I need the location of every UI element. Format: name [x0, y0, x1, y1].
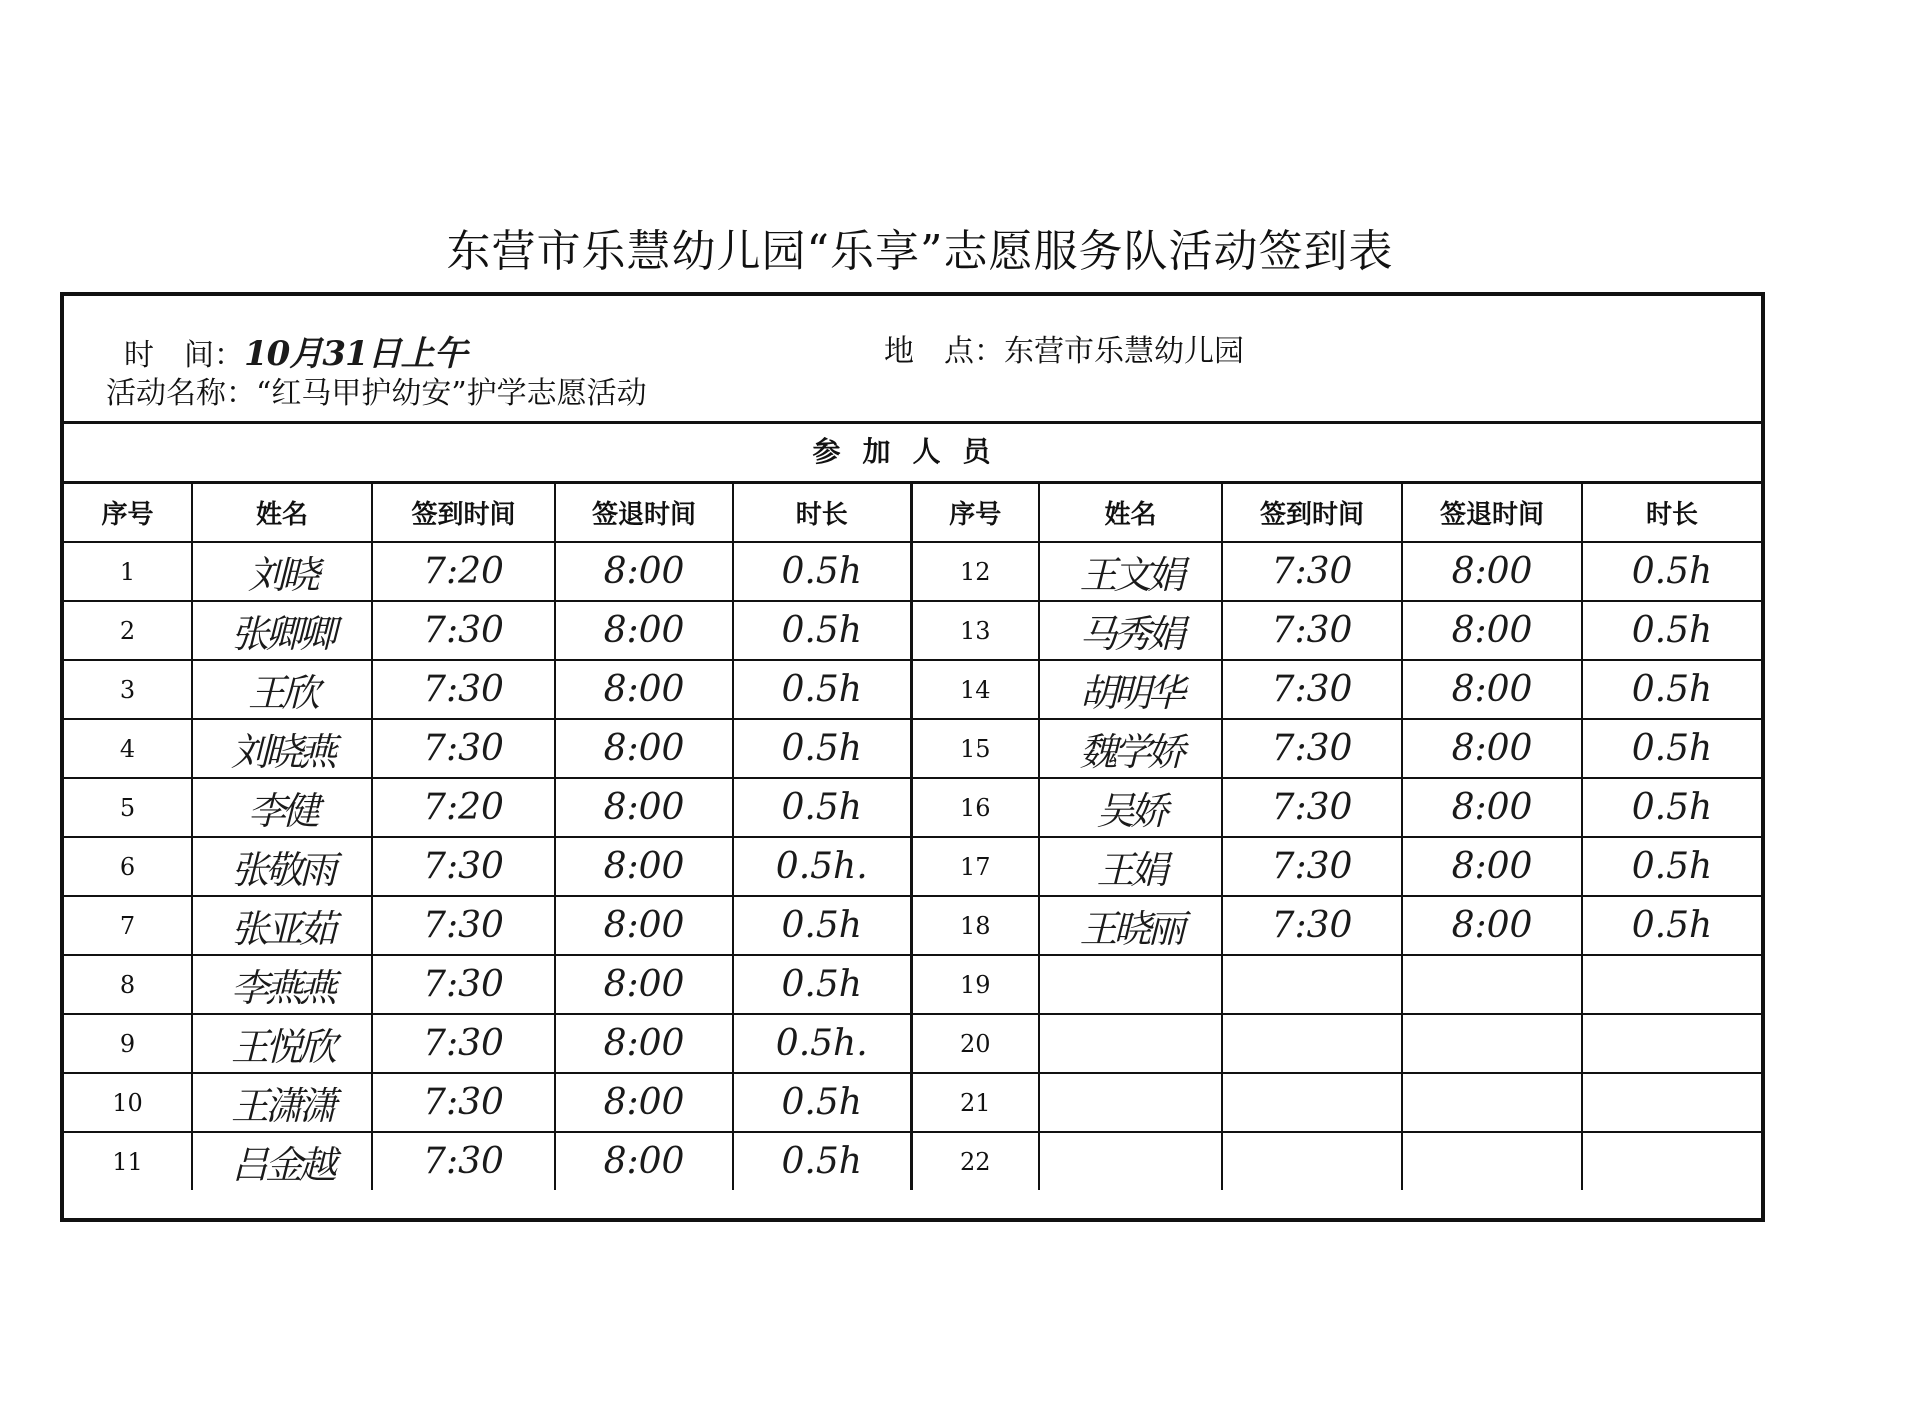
- activity-value: “红马甲护幼安”护学志愿活动: [256, 376, 647, 411]
- activity-info: [64, 296, 1761, 424]
- cell-sign-out-time: 8:00: [555, 1073, 733, 1132]
- table-row: [64, 896, 1761, 955]
- time-label: 时 间：: [124, 338, 244, 373]
- cell-duration: 0.5h.: [733, 1014, 911, 1073]
- table-row: [64, 542, 1761, 601]
- cell-seq: 22: [911, 1132, 1039, 1190]
- cell-sign-out-time: 8:00: [1402, 542, 1582, 601]
- cell-sign-in-time: 7:30: [372, 660, 555, 719]
- cell-seq: 4: [64, 719, 192, 778]
- table-row: [64, 1014, 1761, 1073]
- cell-sign-in-time: 7:20: [372, 542, 555, 601]
- cell-sign-out-time: 8:00: [555, 601, 733, 660]
- col-header-duration: 时长: [1582, 484, 1761, 542]
- participants-heading: 参加人员: [64, 424, 1761, 484]
- cell-seq: 20: [911, 1014, 1039, 1073]
- cell-name: 吴娇: [1039, 778, 1222, 837]
- cell-name: 魏学娇: [1039, 719, 1222, 778]
- cell-sign-out-time: [1402, 1132, 1582, 1190]
- col-header-sign-in: 签到时间: [1222, 484, 1402, 542]
- table-row: [64, 601, 1761, 660]
- cell-seq: 12: [911, 542, 1039, 601]
- cell-sign-in-time: 7:30: [1222, 778, 1402, 837]
- col-header-sign-out: 签退时间: [1402, 484, 1582, 542]
- place-label: 地 点：: [884, 334, 1004, 369]
- cell-duration: 0.5h: [733, 601, 911, 660]
- cell-duration: 0.5h.: [733, 837, 911, 896]
- cell-name: 胡明华: [1039, 660, 1222, 719]
- cell-sign-out-time: 8:00: [555, 1014, 733, 1073]
- cell-seq: 14: [911, 660, 1039, 719]
- cell-duration: 0.5h: [733, 660, 911, 719]
- cell-seq: 18: [911, 896, 1039, 955]
- cell-seq: 9: [64, 1014, 192, 1073]
- cell-seq: 2: [64, 601, 192, 660]
- cell-seq: 3: [64, 660, 192, 719]
- col-header-duration: 时长: [733, 484, 911, 542]
- table-row: [64, 1073, 1761, 1132]
- cell-sign-in-time: 7:30: [372, 1073, 555, 1132]
- cell-sign-in-time: 7:30: [1222, 896, 1402, 955]
- col-header-name: 姓名: [192, 484, 372, 542]
- cell-sign-in-time: [1222, 1132, 1402, 1190]
- place-value: 东营市乐慧幼儿园: [1004, 334, 1244, 369]
- cell-sign-out-time: 8:00: [1402, 719, 1582, 778]
- cell-sign-in-time: 7:30: [372, 1014, 555, 1073]
- cell-name: [1039, 955, 1222, 1014]
- cell-sign-in-time: 7:30: [1222, 837, 1402, 896]
- cell-seq: 6: [64, 837, 192, 896]
- cell-duration: 0.5h: [733, 955, 911, 1014]
- cell-sign-out-time: 8:00: [1402, 778, 1582, 837]
- cell-name: 刘晓: [192, 542, 372, 601]
- time-value: 10月31日上午: [244, 334, 467, 374]
- cell-duration: [1582, 955, 1761, 1014]
- cell-sign-out-time: [1402, 955, 1582, 1014]
- table-row: [64, 778, 1761, 837]
- activity-line: [106, 368, 647, 412]
- cell-sign-out-time: [1402, 1014, 1582, 1073]
- table-row: [64, 837, 1761, 896]
- cell-duration: 0.5h: [1582, 778, 1761, 837]
- cell-name: [1039, 1014, 1222, 1073]
- cell-sign-out-time: [1402, 1073, 1582, 1132]
- cell-sign-in-time: [1222, 1014, 1402, 1073]
- col-header-seq: 序号: [911, 484, 1039, 542]
- cell-sign-in-time: 7:30: [372, 955, 555, 1014]
- cell-sign-out-time: 8:00: [555, 660, 733, 719]
- cell-duration: [1582, 1073, 1761, 1132]
- cell-name: 李燕燕: [192, 955, 372, 1014]
- cell-name: 马秀娟: [1039, 601, 1222, 660]
- cell-duration: [1582, 1014, 1761, 1073]
- activity-label: 活动名称：: [106, 376, 256, 411]
- cell-duration: 0.5h: [1582, 601, 1761, 660]
- cell-sign-out-time: 8:00: [1402, 837, 1582, 896]
- cell-name: 王晓丽: [1039, 896, 1222, 955]
- cell-name: 张卿卿: [192, 601, 372, 660]
- col-header-name: 姓名: [1039, 484, 1222, 542]
- cell-sign-out-time: 8:00: [555, 955, 733, 1014]
- cell-duration: 0.5h: [733, 1132, 911, 1190]
- table-row: [64, 955, 1761, 1014]
- cell-sign-in-time: [1222, 955, 1402, 1014]
- cell-seq: 5: [64, 778, 192, 837]
- cell-seq: 11: [64, 1132, 192, 1190]
- cell-name: 王潇潇: [192, 1073, 372, 1132]
- cell-name: [1039, 1132, 1222, 1190]
- cell-duration: 0.5h: [1582, 719, 1761, 778]
- cell-name: 王悦欣: [192, 1014, 372, 1073]
- cell-seq: 10: [64, 1073, 192, 1132]
- cell-sign-in-time: 7:30: [1222, 660, 1402, 719]
- cell-sign-in-time: [1222, 1073, 1402, 1132]
- cell-seq: 1: [64, 542, 192, 601]
- cell-duration: 0.5h: [733, 542, 911, 601]
- cell-sign-in-time: 7:30: [372, 896, 555, 955]
- cell-seq: 21: [911, 1073, 1039, 1132]
- cell-name: 王娟: [1039, 837, 1222, 896]
- cell-sign-in-time: 7:30: [372, 837, 555, 896]
- cell-name: 张亚茹: [192, 896, 372, 955]
- attendance-rows: [64, 542, 1761, 1190]
- cell-sign-in-time: 7:30: [1222, 601, 1402, 660]
- cell-name: 张敬雨: [192, 837, 372, 896]
- cell-sign-in-time: 7:30: [1222, 719, 1402, 778]
- cell-seq: 19: [911, 955, 1039, 1014]
- cell-name: 吕金越: [192, 1132, 372, 1190]
- cell-duration: 0.5h: [1582, 660, 1761, 719]
- cell-sign-in-time: 7:30: [372, 601, 555, 660]
- cell-sign-in-time: 7:30: [1222, 542, 1402, 601]
- cell-duration: 0.5h: [733, 778, 911, 837]
- cell-sign-out-time: 8:00: [555, 1132, 733, 1190]
- cell-duration: 0.5h: [1582, 542, 1761, 601]
- header-row: [64, 484, 1761, 542]
- cell-seq: 13: [911, 601, 1039, 660]
- attendance-table: [64, 484, 1761, 1190]
- table-row: [64, 1132, 1761, 1190]
- cell-duration: 0.5h: [1582, 837, 1761, 896]
- place-line: [884, 326, 1244, 370]
- cell-duration: 0.5h: [733, 1073, 911, 1132]
- col-header-sign-out: 签退时间: [555, 484, 733, 542]
- table-row: [64, 660, 1761, 719]
- cell-name: 王欣: [192, 660, 372, 719]
- cell-duration: 0.5h: [733, 719, 911, 778]
- cell-sign-out-time: 8:00: [1402, 601, 1582, 660]
- col-header-seq: 序号: [64, 484, 192, 542]
- cell-duration: 0.5h: [733, 896, 911, 955]
- cell-sign-out-time: 8:00: [555, 542, 733, 601]
- cell-sign-out-time: 8:00: [555, 896, 733, 955]
- cell-duration: [1582, 1132, 1761, 1190]
- cell-seq: 16: [911, 778, 1039, 837]
- cell-seq: 15: [911, 719, 1039, 778]
- cell-sign-out-time: 8:00: [555, 778, 733, 837]
- cell-name: 刘晓燕: [192, 719, 372, 778]
- cell-sign-out-time: 8:00: [555, 837, 733, 896]
- cell-sign-in-time: 7:20: [372, 778, 555, 837]
- cell-seq: 8: [64, 955, 192, 1014]
- col-header-sign-in: 签到时间: [372, 484, 555, 542]
- sheet-title: 东营市乐慧幼儿园“乐享”志愿服务队活动签到表: [446, 226, 1394, 277]
- cell-seq: 7: [64, 896, 192, 955]
- cell-sign-out-time: 8:00: [555, 719, 733, 778]
- cell-sign-in-time: 7:30: [372, 1132, 555, 1190]
- cell-sign-out-time: 8:00: [1402, 660, 1582, 719]
- cell-name: 李健: [192, 778, 372, 837]
- table-row: [64, 719, 1761, 778]
- cell-duration: 0.5h: [1582, 896, 1761, 955]
- cell-seq: 17: [911, 837, 1039, 896]
- cell-sign-out-time: 8:00: [1402, 896, 1582, 955]
- cell-sign-in-time: 7:30: [372, 719, 555, 778]
- cell-name: 王文娟: [1039, 542, 1222, 601]
- sign-in-sheet: [60, 292, 1765, 1222]
- cell-name: [1039, 1073, 1222, 1132]
